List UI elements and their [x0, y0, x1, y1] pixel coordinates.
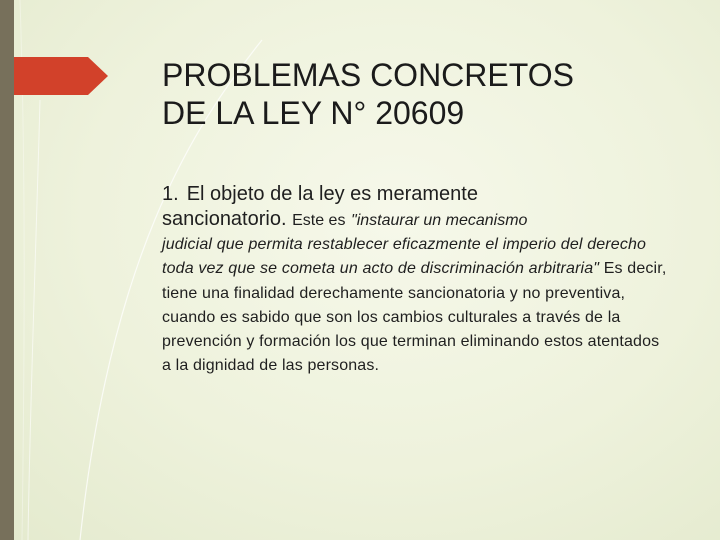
point-paragraph	[162, 233, 667, 379]
point-heading: El objeto de la ley es meramente	[186, 183, 478, 205]
point-second-line	[162, 207, 667, 233]
quote-start: "instaurar un mecanismo	[351, 212, 528, 229]
slide-title	[162, 56, 682, 132]
point-explanation: Es decir, tiene una finalidad derechamente sancionatoria y no preventiva, cuando es sabido que son los cambios culturales a través de la prevención y formación los que terminan eliminando estos atentados a la dignidad de las personas.	[162, 260, 667, 375]
point-text	[162, 181, 667, 379]
quote-rest: judicial que permita restablecer eficazmente el imperio del derecho toda vez que se cometa un acto de discriminación arbitraria"	[162, 236, 647, 278]
point-heading-end: sancionatorio.	[162, 208, 287, 230]
point-number: 1.	[162, 183, 179, 205]
title-line-1: PROBLEMAS CONCRETOS	[162, 57, 574, 93]
point-first-line	[162, 181, 667, 207]
title-arrow-icon	[14, 57, 108, 95]
point-lead-in: Este es	[292, 212, 346, 229]
title-line-2: DE LA LEY N° 20609	[162, 95, 465, 131]
